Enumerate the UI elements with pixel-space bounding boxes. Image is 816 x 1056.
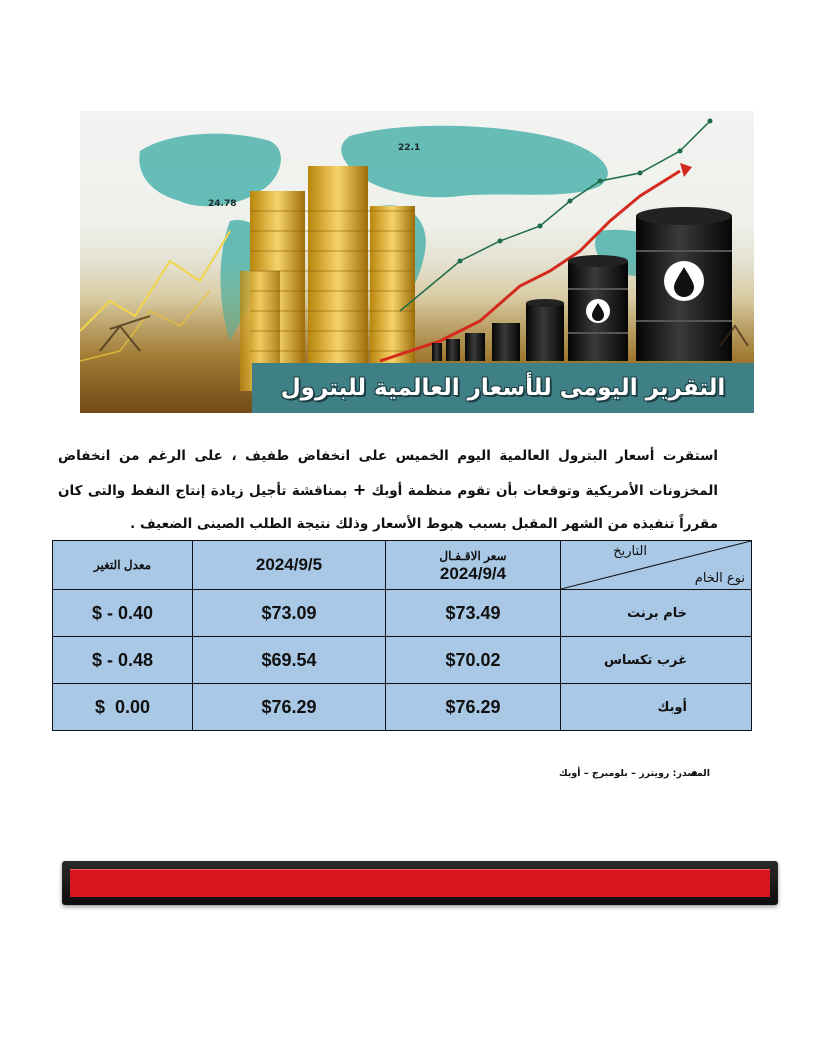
intro-text-part-1: استقرت أسعار البترول العالمية اليوم الخميس على انخفاض طفيف ، على الرغم من انخفاض المخزونات الأمريكية وتوقعات بأن تقوم منظمة أوبك (58, 448, 719, 499)
corner-header-cell (561, 541, 752, 590)
change-cell: $ - 0.40 (53, 590, 193, 637)
header-date-2: 2024/9/5 (193, 541, 386, 590)
change-cell: $ - 0.48 (53, 637, 193, 684)
corner-type-label: نوع الخام (694, 571, 745, 586)
footer-red-bar (70, 869, 770, 897)
table-header-row (53, 541, 752, 590)
oil-price-table (52, 540, 752, 731)
crude-name-cell: خام برنت (561, 590, 752, 637)
table-row (53, 684, 752, 731)
ticker-value-top: 22.1 (398, 143, 421, 153)
header-date-1: 2024/9/4 (439, 564, 507, 583)
header-change-rate: معدل التغير (53, 541, 193, 590)
crude-name-cell: أوبك (561, 684, 752, 731)
intro-text-part-2: بمناقشة تأجيل زيادة إنتاج النفط والتى كان مقرراً تنفيذه من الشهر المقبل بسبب هبوط الأسعار وذلك نتيجة الطلب الصينى الضعيف . (58, 483, 718, 532)
header-banner (80, 111, 754, 413)
report-title: التقرير اليومى للأسعار العالمية للبترول (280, 375, 726, 401)
crude-name-cell: غرب تكساس (561, 637, 752, 684)
banner-title-band (252, 363, 754, 413)
price-day-1-cell: $70.02 (386, 637, 561, 684)
intro-paragraph (58, 440, 718, 541)
plus-sign: + (352, 480, 367, 499)
price-day-2-cell: $73.09 (193, 590, 386, 637)
price-day-1-cell: $73.49 (386, 590, 561, 637)
corner-date-label: التاريخ (613, 544, 647, 559)
price-day-2-cell: $76.29 (193, 684, 386, 731)
price-day-1-cell: $76.29 (386, 684, 561, 731)
change-cell: $ 0.00 (53, 684, 193, 731)
ticker-value-left: 24.78 (208, 199, 237, 209)
close-price-label: سعر الاقـفـال (439, 549, 507, 563)
table-row (53, 590, 752, 637)
footer-bar-frame (62, 861, 778, 905)
table-row (53, 637, 752, 684)
header-close-price (386, 541, 561, 590)
source-note: المصدر: رويترز – بلومبرج – أوبك (558, 768, 710, 779)
price-day-2-cell: $69.54 (193, 637, 386, 684)
